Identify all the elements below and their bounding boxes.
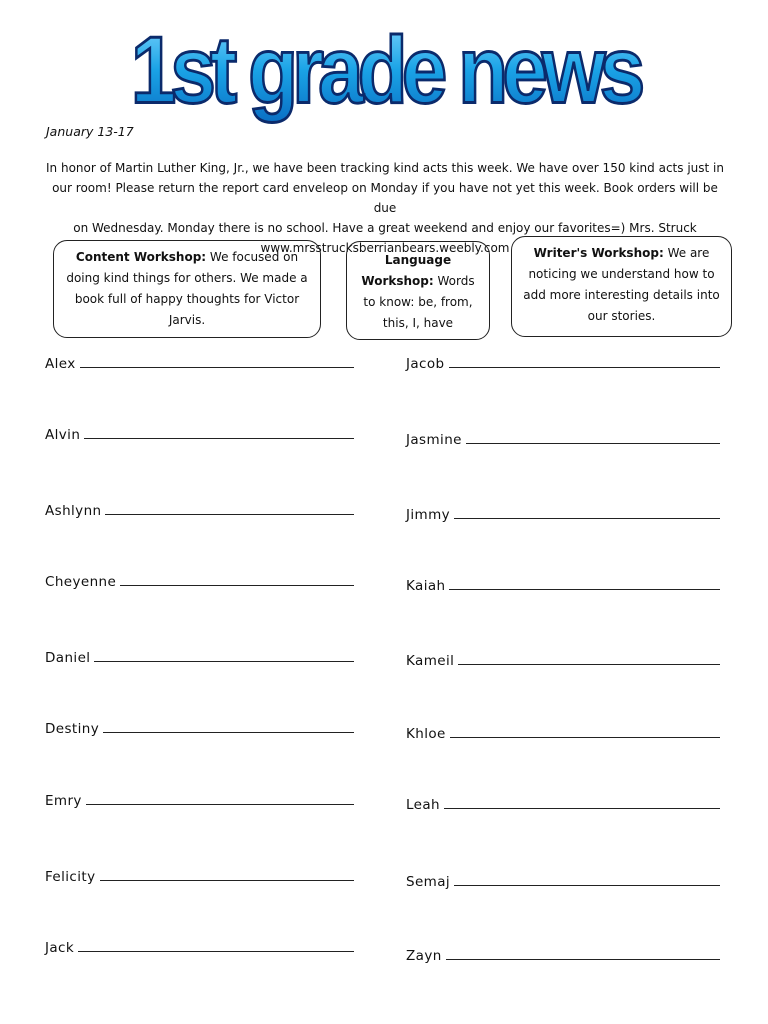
intro-line: on Wednesday. Monday there is no school. Have a great weekend and enjoy our favorites=) Mrs. Struck xyxy=(73,221,697,235)
write-in-line[interactable] xyxy=(94,659,354,662)
write-in-line[interactable] xyxy=(86,802,354,805)
content-workshop-box xyxy=(53,240,321,338)
title-wordart xyxy=(130,17,640,132)
student-name: Ashlynn xyxy=(45,503,102,519)
name-line xyxy=(45,356,354,372)
name-line xyxy=(406,874,720,890)
language-workshop-heading: Language Workshop: xyxy=(361,253,452,288)
name-line xyxy=(45,721,354,737)
writers-workshop-box xyxy=(511,236,732,337)
website-url: www.mrsstrucksberrianbears.weebly.com xyxy=(260,241,510,255)
writers-workshop-text: We are noticing we understand how to add more interesting details into our stories. xyxy=(523,246,720,323)
newsletter-title xyxy=(130,17,640,132)
student-name: Alvin xyxy=(45,427,81,443)
write-in-line[interactable] xyxy=(454,883,720,886)
name-line xyxy=(406,507,720,523)
student-name: Jack xyxy=(45,940,75,956)
intro-line: In honor of Martin Luther King, Jr., we have been tracking kind acts this week. We have over 150 kind acts just in xyxy=(46,161,724,175)
write-in-line[interactable] xyxy=(84,436,354,439)
write-in-line[interactable] xyxy=(450,735,720,738)
student-name: Kameil xyxy=(406,653,455,669)
student-name: Emry xyxy=(45,793,82,809)
name-line xyxy=(406,578,720,594)
name-line xyxy=(45,869,354,885)
student-name: Kaiah xyxy=(406,578,446,594)
name-line xyxy=(406,432,720,448)
write-in-line[interactable] xyxy=(458,662,720,665)
write-in-line[interactable] xyxy=(466,441,720,444)
student-name: Destiny xyxy=(45,721,100,737)
write-in-line[interactable] xyxy=(446,957,720,960)
student-name: Khloe xyxy=(406,726,446,742)
student-name: Leah xyxy=(406,797,441,813)
student-name: Daniel xyxy=(45,650,91,666)
name-line xyxy=(406,797,720,813)
name-line xyxy=(406,356,720,372)
language-workshop-text: Words to know: be, from, this, I, have xyxy=(363,274,475,330)
writers-workshop-heading: Writer's Workshop: xyxy=(533,246,664,260)
student-name: Alex xyxy=(45,356,76,372)
write-in-line[interactable] xyxy=(449,587,720,590)
language-workshop-box xyxy=(346,241,490,340)
student-name: Jimmy xyxy=(406,507,451,523)
student-name: Zayn xyxy=(406,948,442,964)
write-in-line[interactable] xyxy=(444,806,720,809)
name-line xyxy=(45,503,354,519)
write-in-line[interactable] xyxy=(80,365,354,368)
intro-line: our room! Please return the report card enveleop on Monday if you have not yet this week. Book orders will be due xyxy=(52,181,718,215)
name-line xyxy=(45,574,354,590)
name-line xyxy=(406,948,720,964)
write-in-line[interactable] xyxy=(105,512,354,515)
write-in-line[interactable] xyxy=(100,878,355,881)
write-in-line[interactable] xyxy=(78,949,354,952)
write-in-line[interactable] xyxy=(449,365,720,368)
write-in-line[interactable] xyxy=(120,583,354,586)
write-in-line[interactable] xyxy=(454,516,720,519)
student-name: Felicity xyxy=(45,869,96,885)
name-line xyxy=(45,650,354,666)
name-line xyxy=(45,427,354,443)
date-range: January 13-17 xyxy=(46,124,134,139)
name-line xyxy=(406,653,720,669)
student-name: Cheyenne xyxy=(45,574,117,590)
write-in-line[interactable] xyxy=(103,730,354,733)
name-line xyxy=(45,940,354,956)
title-text: 1st grade news xyxy=(130,17,640,123)
student-name: Jasmine xyxy=(406,432,462,448)
content-workshop-text: We focused on doing kind things for others. We made a book full of happy thoughts for Victor Jarvis. xyxy=(66,250,308,327)
student-name: Semaj xyxy=(406,874,451,890)
name-line xyxy=(45,793,354,809)
content-workshop-heading: Content Workshop: xyxy=(75,250,207,264)
name-line xyxy=(406,726,720,742)
student-name: Jacob xyxy=(406,356,445,372)
